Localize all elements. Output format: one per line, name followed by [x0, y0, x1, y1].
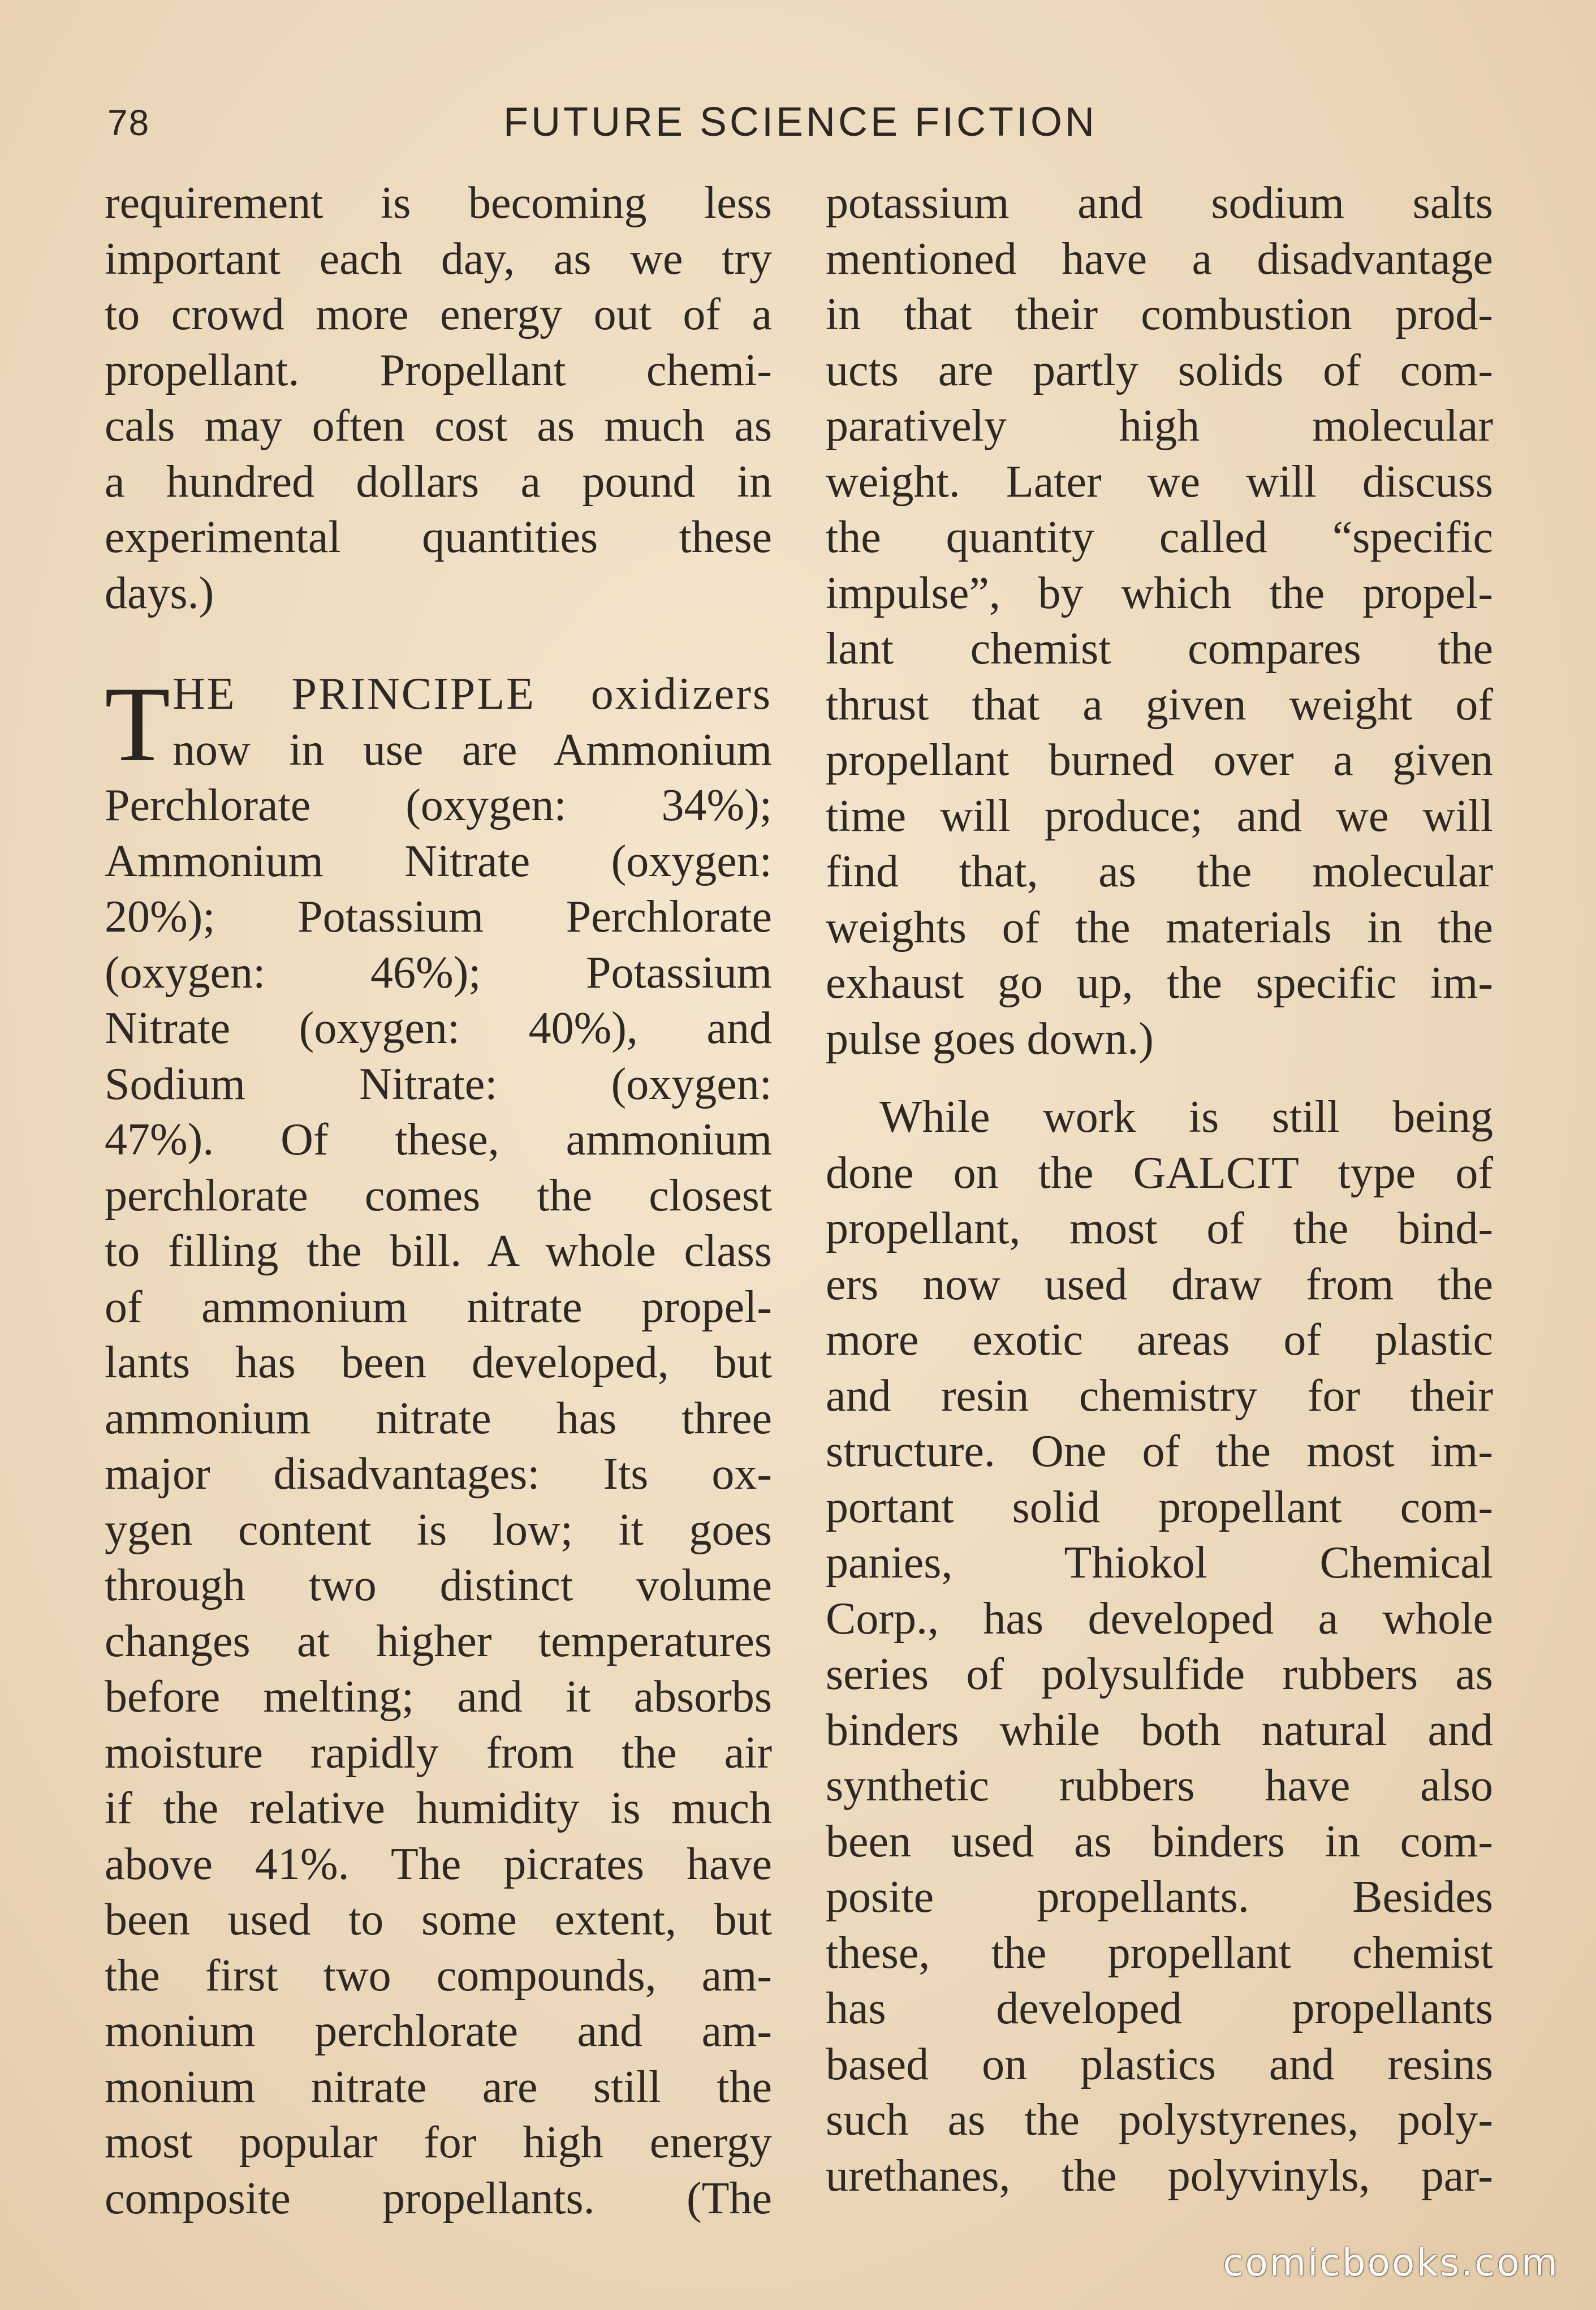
drop-cap-letter: T [105, 665, 171, 784]
text-line: a hundred dollars a pound in [105, 456, 772, 507]
text-line: HE PRINCIPLE oxidizers [172, 669, 772, 719]
text-line: major disadvantages: Its ox- [105, 1449, 772, 1499]
text-line: series of polysulfide rubbers as [826, 1649, 1493, 1699]
text-line: been used as binders in com- [826, 1816, 1493, 1867]
text-line: While work is still being [879, 1092, 1493, 1142]
text-line: requirement is becoming less [105, 178, 772, 228]
text-line: these, the propellant chemist [826, 1928, 1493, 1978]
text-line: perchlorate comes the closest [105, 1170, 772, 1221]
text-line: most popular for high energy [105, 2118, 772, 2167]
text-line: done on the GALCIT type of [826, 1148, 1493, 1198]
text-line: synthetic rubbers have also [826, 1761, 1493, 1811]
text-line: Nitrate (oxygen: 40%), and [105, 1003, 772, 1053]
text-line: days.) [105, 568, 214, 618]
text-line: portant solid propellant com- [826, 1482, 1493, 1532]
text-line: Ammonium Nitrate (oxygen: [105, 836, 772, 886]
text-line: cals may often cost as much as [105, 401, 772, 451]
text-line: ammonium nitrate has three [105, 1393, 772, 1443]
text-line: and resin chemistry for their [826, 1371, 1493, 1421]
text-line: important each day, as we try [105, 234, 772, 284]
right-paragraph-2 [826, 1089, 1493, 2204]
text-line: 20%); Potassium Perchlorate [105, 892, 772, 942]
text-line: propellant. Propellant chemi- [105, 345, 772, 395]
text-line: panies, Thiokol Chemical [826, 1538, 1493, 1588]
text-line: Perchlorate (oxygen: 34%); [105, 781, 772, 830]
text-line: binders while both natural and [826, 1705, 1493, 1755]
text-line: in that their combustion prod- [826, 290, 1493, 339]
text-line: to crowd more energy out of a [105, 290, 772, 339]
text-line: before melting; and it absorbs [105, 1672, 772, 1722]
text-line: 47%). Of these, ammonium [105, 1115, 772, 1165]
text-line: now in use are Ammonium [172, 725, 772, 775]
text-line: to filling the bill. A whole class [105, 1226, 772, 1276]
text-line: propellant, most of the bind- [826, 1204, 1493, 1253]
text-line: ucts are partly solids of com- [826, 345, 1493, 395]
text-line: Corp., has developed a whole [826, 1593, 1493, 1644]
running-head [107, 96, 1097, 158]
text-line: thrust that a given weight of [826, 679, 1493, 730]
watermark-logo: comicbooks.com [1223, 2241, 1559, 2285]
text-line: monium nitrate are still the [105, 2062, 772, 2112]
text-line: lant chemist compares the [826, 624, 1493, 674]
text-line: paratively high molecular [826, 401, 1493, 451]
page-number: 78 [107, 102, 150, 143]
text-line: through two distinct volume [105, 1561, 772, 1610]
text-line: posite propellants. Besides [826, 1872, 1493, 1922]
text-line: ygen content is low; it goes [105, 1505, 772, 1555]
text-line: of ammonium nitrate propel- [105, 1282, 772, 1332]
text-line: find that, as the molecular [826, 847, 1493, 897]
left-paragraph-2 [105, 666, 772, 2226]
left-column [105, 175, 772, 2226]
text-line: potassium and sodium salts [826, 178, 1493, 228]
text-line: weights of the materials in the [826, 902, 1493, 953]
text-line: ers now used draw from the [826, 1259, 1493, 1309]
text-line: weight. Later we will discuss [826, 456, 1493, 507]
right-column [826, 175, 1493, 2204]
text-line: lants has been developed, but [105, 1338, 772, 1387]
text-line: the first two compounds, am- [105, 1950, 772, 2001]
text-line: above 41%. The picrates have [105, 1839, 772, 1889]
magazine-title: FUTURE SCIENCE FICTION [503, 100, 1098, 145]
text-line: (oxygen: 46%); Potassium [105, 947, 772, 998]
text-line: urethanes, the polyvinyls, par- [826, 2150, 1493, 2201]
left-paragraph-1 [105, 175, 772, 621]
text-line: propellant burned over a given [826, 735, 1493, 785]
text-line: if the relative humidity is much [105, 1783, 772, 1833]
text-line: Sodium Nitrate: (oxygen: [105, 1059, 772, 1109]
text-line: the quantity called “specific [826, 512, 1493, 562]
text-line: structure. One of the most im- [826, 1426, 1493, 1476]
text-line: composite propellants. (The [105, 2173, 772, 2223]
text-line: has developed propellants [826, 1984, 1493, 2033]
text-line: such as the polystyrenes, poly- [826, 2095, 1493, 2145]
text-line: changes at higher temperatures [105, 1616, 772, 1666]
text-line: based on plastics and resins [826, 2039, 1493, 2089]
text-line: experimental quantities these [105, 512, 772, 562]
text-line: mentioned have a disadvantage [826, 234, 1493, 284]
text-line: been used to some extent, but [105, 1895, 772, 1945]
text-line: monium perchlorate and am- [105, 2006, 772, 2056]
right-paragraph-1 [826, 175, 1493, 1067]
text-line: moisture rapidly from the air [105, 1727, 772, 1778]
text-line: time will produce; and we will [826, 791, 1493, 841]
text-line: more exotic areas of plastic [826, 1315, 1493, 1365]
text-line: exhaust go up, the specific im- [826, 958, 1493, 1008]
text-line: impulse”, by which the propel- [826, 568, 1493, 618]
paragraph-gap [826, 1067, 1493, 1089]
paragraph-gap [105, 621, 772, 666]
text-line: pulse goes down.) [826, 1014, 1154, 1064]
